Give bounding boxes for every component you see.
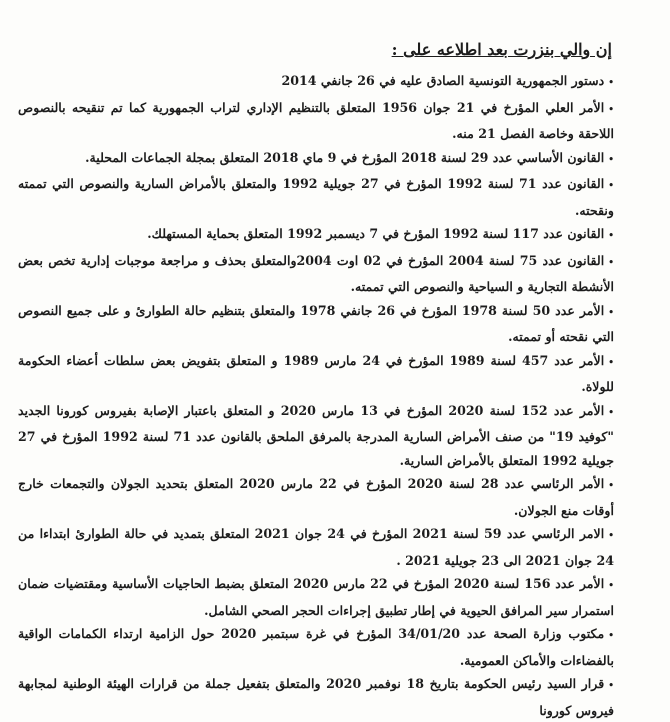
list-item-text: الأمر عدد 50 لسنة 1978 المؤرخ في 26 جانفي 1978 والمتعلق بتنظيم حالة الطوارئ و على جميع النصوص التي نقحته أو تممته. (18, 302, 614, 344)
bullet-icon: • (608, 407, 614, 418)
list-item-text: القانون عدد 75 لسنة 2004 المؤرخ في 02 اوت 2004والمتعلق بحذف و مراجعة موجبات إدارية تخص بعض الأنشطة التجارية و السياحية والنصوص التي تممته. (18, 252, 614, 294)
bullet-icon: • (608, 631, 614, 641)
list-item-text: الامر الرئاسي عدد 59 لسنة 2021 المؤرخ في 24 جوان 2021 المتعلق بتمديد في حالة الطوارئ ابتداءا من 24 جوان 2021 الى 23 جويلية 2021 . (18, 526, 614, 568)
bullet-icon: • (608, 104, 614, 115)
list-item (18, 399, 644, 473)
list-item-text: الأمر العلي المؤرخ في 21 جوان 1956 المتعلق بالتنظيم الإداري لتراب الجمهورية كما تم تنقيحه بالنصوص اللاحقة وخاصة الفصل 21 منه. (18, 99, 614, 141)
list-item (18, 522, 644, 572)
bullet-icon: • (608, 681, 614, 691)
bullet-icon: • (608, 481, 614, 491)
list-item-text: القانون الأساسي عدد 29 لسنة 2018 المؤرخ في 9 ماي 2018 المتعلق بمجلة الجماعات المحلية. (85, 149, 605, 165)
bullet-icon: • (608, 231, 614, 241)
bullet-icon: • (608, 257, 614, 268)
list-item (18, 622, 644, 672)
bullet-icon: • (608, 307, 614, 318)
list-item (18, 249, 644, 299)
legal-references-list (18, 69, 644, 722)
list-item-text: قرار السيد رئيس الحكومة بتاريخ 18 نوفمبر 2020 والمتعلق بتفعيل جملة من قرارات الهيئة الوطنية لمجابهة فيروس كورونا (18, 676, 614, 718)
list-item-text: الأمر عدد 156 لسنة 2020 المؤرخ في 22 مارس 2020 المتعلق بضبط الحاجيات الأساسية ومقتضيات ضمان استمرار سير المرافق الحيوية في إطار تطبيق إجراءات الحجر الصحي الشامل. (18, 576, 614, 618)
list-item (18, 172, 644, 222)
list-item (18, 672, 644, 722)
list-item-text: الأمر عدد 457 لسنة 1989 المؤرخ في 24 مارس 1989 و المتعلق بتفويض بعض سلطات أعضاء الحكومة للولاة. (18, 352, 614, 394)
list-item (18, 349, 644, 399)
bullet-icon: • (608, 581, 614, 591)
list-item-text: الأمر الرئاسي عدد 28 لسنة 2020 المؤرخ في 22 مارس 2020 المتعلق بتحديد الجولان والتجمعات خارج أوقات منع الجولان. (18, 476, 614, 518)
list-item-text: دستور الجمهورية التونسية الصادق عليه في 26 جانفي 2014 (281, 73, 605, 88)
bullet-icon: • (608, 154, 614, 165)
bullet-icon: • (608, 78, 614, 88)
list-item-text: الأمر عدد 152 لسنة 2020 المؤرخ في 13 مارس 2020 و المتعلق باعتبار الإصابة بفيروس كورونا الجديد "كوفيد 19" من صنف الأمراض السارية المدرجة بالمرفق الملحق بالقانون عدد 71 لسنة 1992 المؤرخ في 27 جويلية 1992 المتعلق بالأمراض السارية. (18, 402, 614, 468)
list-item (18, 222, 644, 249)
list-item (18, 69, 644, 96)
list-item (18, 472, 644, 522)
list-item-text: القانون عدد 71 لسنة 1992 المؤرخ في 27 جويلية 1992 والمتعلق بالأمراض السارية والنصوص التي تممته ونقحته. (18, 176, 614, 218)
bullet-icon: • (608, 181, 614, 191)
bullet-icon: • (608, 531, 614, 541)
document-heading: إن والي بنزرت بعد اطلاعه على : (391, 40, 612, 59)
list-item (18, 146, 644, 173)
list-item (18, 299, 644, 349)
bullet-icon: • (608, 357, 614, 368)
list-item-text: مكتوب وزارة الصحة عدد 34/01/20 المؤرخ في غرة سبتمبر 2020 حول الزامية ارتداء الكمامات الواقية بالفضاءات والأماكن العمومية. (18, 626, 614, 668)
list-item-text: القانون عدد 117 لسنة 1992 المؤرخ في 7 ديسمبر 1992 المتعلق بحماية المستهلك. (147, 226, 605, 241)
list-item (18, 96, 644, 146)
